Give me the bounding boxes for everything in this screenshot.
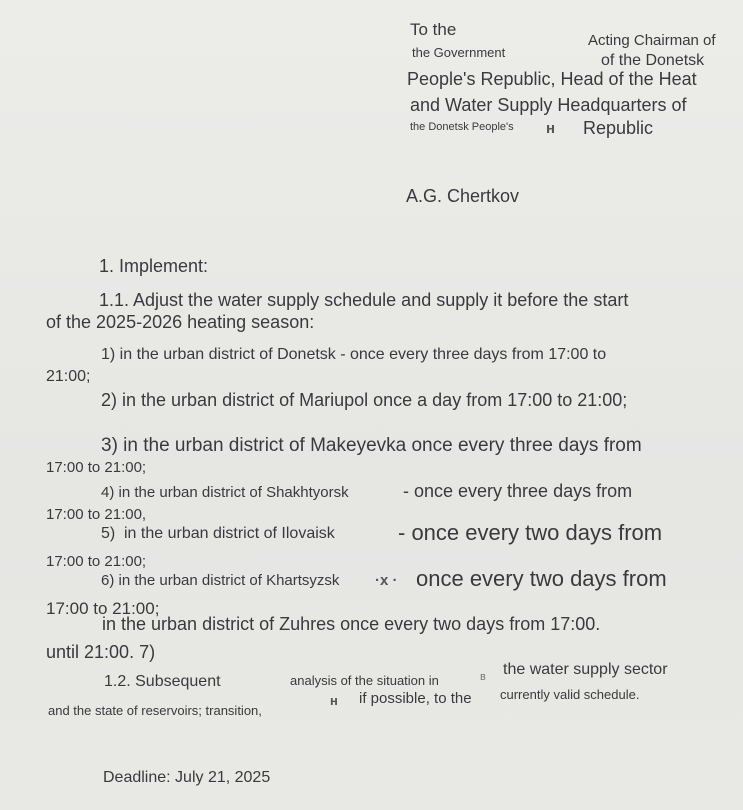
- header-the-donetsk-peoples: the Donetsk People's: [410, 121, 514, 133]
- header-of-the-donetsk: of the Donetsk: [601, 52, 705, 69]
- addressee-name: A.G. Chertkov: [406, 186, 520, 206]
- header-peoples-republic: People's Republic, Head of the Heat: [407, 69, 697, 89]
- item-1-2-mark-h: н: [330, 693, 338, 708]
- district-4-part2: - once every three days from: [403, 481, 633, 501]
- district-3-line2: 17:00 to 21:00;: [46, 459, 147, 476]
- item-1-2-e: if possible, to the: [359, 690, 472, 707]
- district-5-line2: 17:00 to 21:00;: [46, 553, 147, 570]
- header-to-the: To the: [410, 20, 457, 39]
- item-1: 1. Implement:: [99, 256, 209, 276]
- header-the-government: the Government: [412, 45, 506, 60]
- district-1-line2: 21:00;: [46, 368, 91, 385]
- district-4-part1: 4) in the urban district of Shakhtyorsk: [101, 484, 349, 501]
- header-water-supply-hq: and Water Supply Headquarters of: [410, 95, 687, 115]
- item-1-2-mark-b: в: [480, 671, 486, 683]
- item-1-2-c: the water supply sector: [503, 661, 668, 678]
- district-7-line1: in the urban district of Zuhres once every two days from 17:00.: [102, 614, 601, 634]
- district-6-part2: once every two days from: [416, 566, 667, 591]
- header-mark: н: [546, 120, 556, 137]
- item-1-2-d: and the state of reservoirs; transition,: [48, 703, 262, 718]
- district-6-part1: 6) in the urban district of Khartsyzsk: [101, 572, 340, 589]
- district-6-line2: 17:00 to 21:00;: [46, 599, 160, 618]
- header-republic: Republic: [583, 118, 654, 138]
- item-1-1-line1: 1.1. Adjust the water supply schedule and supply it before the start: [99, 290, 629, 310]
- district-3-line1: 3) in the urban district of Makeyevka once every three days from: [101, 435, 642, 456]
- district-5-part1: in the urban district of Ilovaisk: [124, 525, 335, 542]
- district-1-line1: 1) in the urban district of Donetsk - once every three days from 17:00 to: [101, 346, 607, 363]
- district-7-line2: until 21:00. 7): [46, 642, 156, 662]
- district-4-line2: 17:00 to 21:00,: [46, 506, 147, 523]
- district-6-mark: ·x ·: [375, 572, 398, 589]
- item-1-2-a: 1.2. Subsequent: [104, 673, 221, 690]
- district-2: 2) in the urban district of Mariupol once a day from 17:00 to 21:00;: [101, 390, 628, 410]
- deadline: Deadline: July 21, 2025: [103, 769, 271, 786]
- item-1-1-line2: of the 2025-2026 heating season:: [46, 312, 315, 332]
- district-5-part2: - once every two days from: [398, 520, 663, 545]
- header-acting-chairman: Acting Chairman of: [588, 32, 716, 49]
- item-1-2-b: analysis of the situation in: [290, 673, 439, 688]
- district-5-number: 5): [101, 525, 116, 542]
- item-1-2-f: currently valid schedule.: [500, 687, 640, 702]
